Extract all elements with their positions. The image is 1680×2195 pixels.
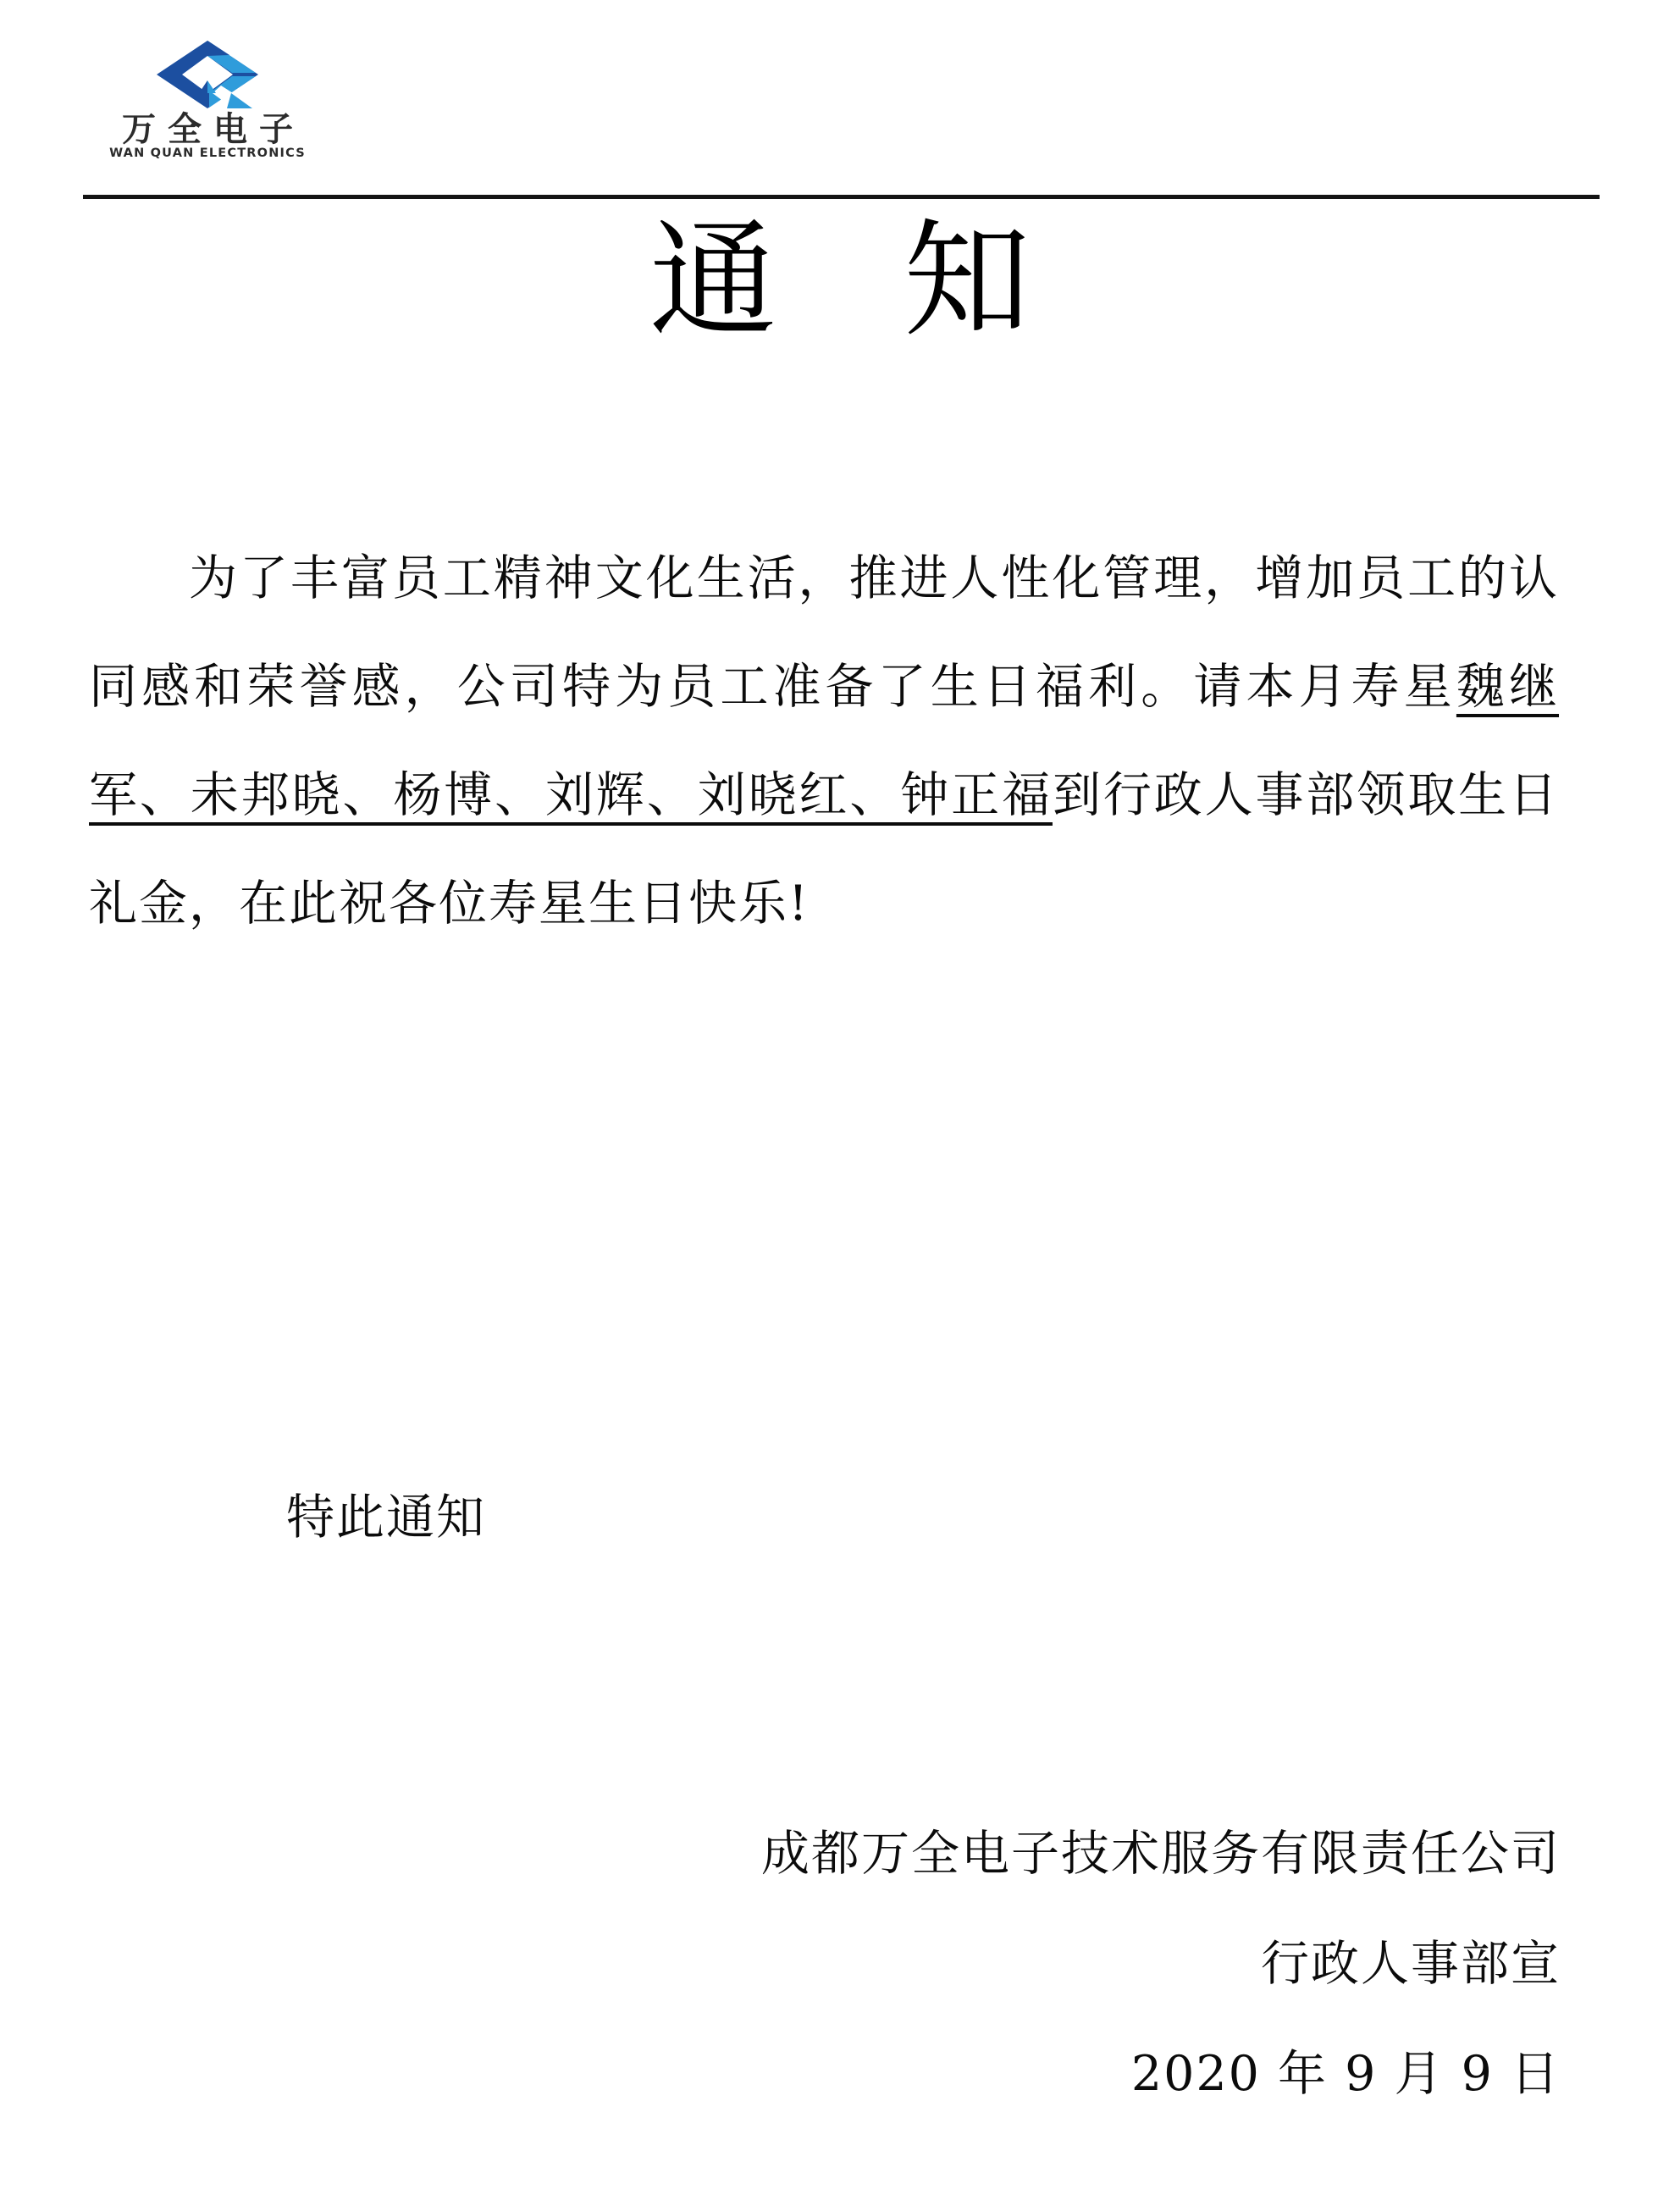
- notice-text: 到行政人事部领取生日礼金，在此祝各位寿星生日快乐!: [89, 767, 1560, 932]
- birthday-names-underlined: 魏继军、未邦晓、杨博、刘辉、刘晓红、钟正福: [89, 659, 1560, 823]
- signature-company: 成都万全电子技术服务有限责任公司: [761, 1826, 1561, 1882]
- page-title: 通 知: [649, 207, 1031, 355]
- company-logo: [106, 41, 309, 161]
- signature-block: [761, 1799, 1561, 2129]
- notice-paragraph: [89, 524, 1559, 958]
- company-logo-name-en: WAN QUAN ELECTRONICS: [109, 147, 306, 160]
- closing-line: 特此通知: [286, 1490, 486, 1545]
- diamond-logo-icon: [157, 41, 258, 108]
- signature-date: 2020 年 9 月 9 日: [1130, 2046, 1561, 2102]
- notice-text: 为了丰富员工精神文化生活，推进人性化管理，增加员工的认同感和荣誉感，公司特为员工准备了生日福利。请本月寿星: [89, 550, 1559, 715]
- company-logo-name-cn: 万全电子: [122, 110, 305, 149]
- signature-department: 行政人事部宣: [1261, 1936, 1561, 1992]
